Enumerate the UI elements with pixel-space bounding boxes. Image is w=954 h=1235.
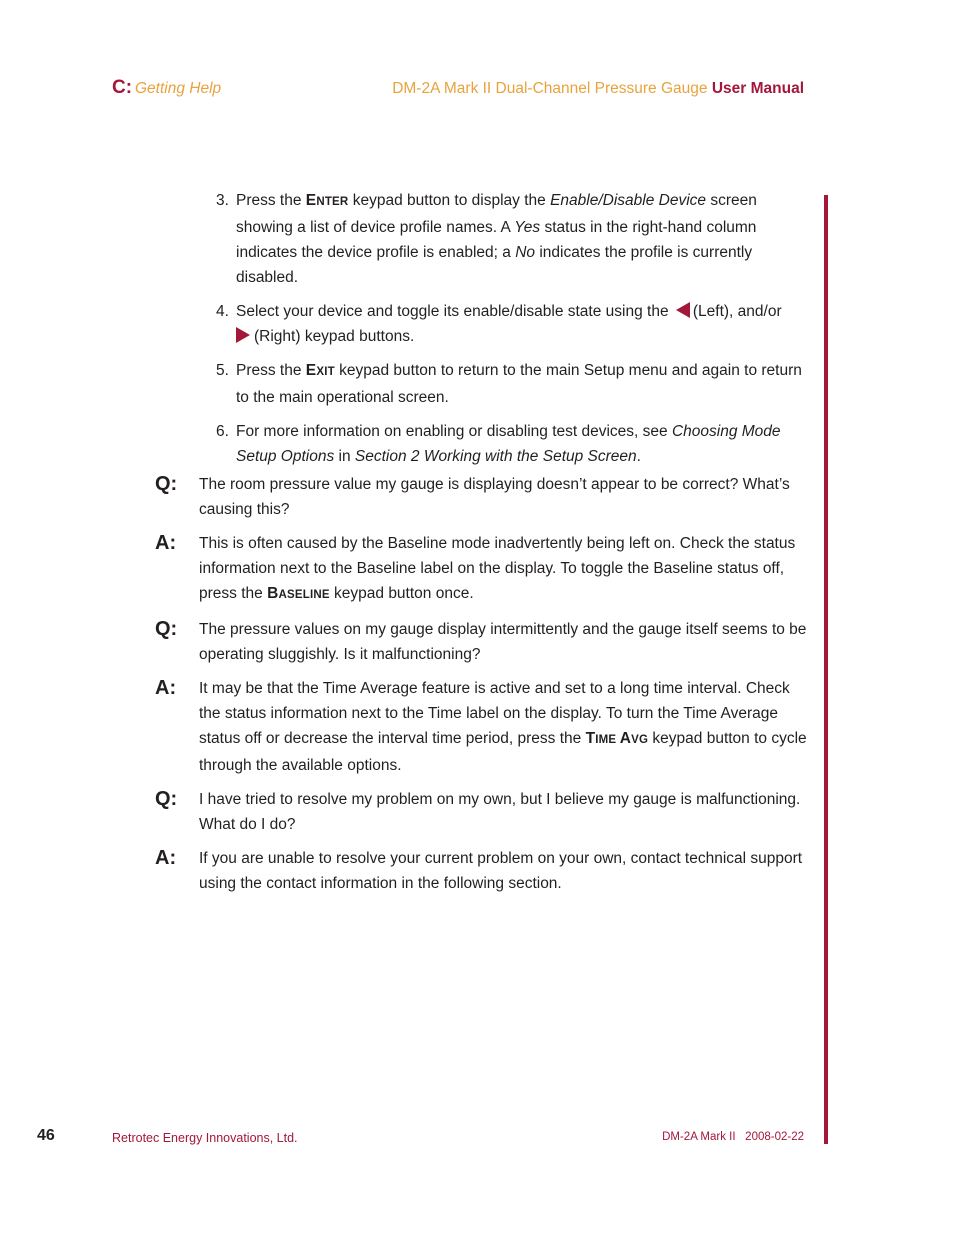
answer-text [199, 531, 810, 608]
step-list [216, 188, 810, 478]
answer [155, 676, 810, 778]
text-run: This is often caused by the Baseline mode inadvertently being left on. Check the status information next to the Baseline label on the display. To toggle the Baseline status off, press the [199, 535, 796, 602]
text-run: screen showing a list of device profile names. A [236, 192, 757, 236]
text-run: keypad button to return to the main Setup menu and again to return to the main operational screen. [236, 362, 802, 406]
manual-label: User Manual [711, 80, 804, 97]
baseline-key-label: BASELINE [267, 585, 330, 602]
answer-label: A: [155, 677, 177, 699]
screen-name: Enable/Disable Device [550, 192, 707, 209]
question-text: The room pressure value my gauge is displaying doesn’t appear to be correct? What’s causing this? [199, 476, 790, 518]
list-item [216, 419, 810, 469]
text-run: For more information on enabling or disabling test devices, see [236, 423, 672, 440]
text-run: (Left), and/or [692, 303, 782, 320]
step-number: 5. [216, 362, 229, 379]
answer-label: A: [155, 847, 177, 869]
exit-key-label: EXIT [305, 362, 335, 379]
no-term: No [515, 244, 536, 261]
step-text [236, 299, 810, 349]
running-header [392, 80, 804, 98]
text-run: keypad button to cycle through the available options. [199, 730, 807, 774]
question [155, 787, 810, 837]
answer-text [199, 676, 810, 778]
footer-date: 2008-02-22 [745, 1131, 804, 1143]
footer-company: Retrotec Energy Innovations, Ltd. [112, 1131, 298, 1145]
list-item [216, 188, 810, 290]
text-run: keypad button once. [329, 585, 474, 602]
text-run: Press the [236, 192, 306, 209]
step-text [236, 358, 810, 410]
text-run: indicates the profile is currently disabled. [236, 244, 753, 286]
time-avg-key-label: TIME AVG [585, 730, 649, 747]
footer-product-date [662, 1131, 804, 1143]
step-text [236, 419, 810, 469]
question [155, 617, 810, 667]
step-text [236, 188, 810, 290]
question [155, 472, 810, 522]
footer-product: DM-2A Mark II [662, 1131, 736, 1143]
text-run: in [334, 448, 355, 465]
text-run: keypad button to display the [348, 192, 551, 209]
question-label: Q: [155, 618, 178, 640]
text-run: Select your device and toggle its enable/disable state using the [236, 303, 673, 320]
list-item [216, 299, 810, 349]
answer-label: A: [155, 532, 177, 554]
text-run: . [636, 448, 641, 465]
text-run: status in the right-hand column indicates the device profile is enabled; a [236, 219, 757, 261]
section-letter: C: [112, 77, 133, 98]
answer [155, 531, 810, 608]
step-number: 4. [216, 303, 229, 320]
question-label: Q: [155, 473, 178, 495]
answer [155, 846, 810, 896]
text-run: It may be that the Time Average feature is active and set to a long time interval. Check the status information next to the Time label on the display. To turn the Time Average status off or decrease the interval time period, press the [199, 680, 790, 747]
faq-list [155, 472, 810, 905]
text-run: Press the [236, 362, 306, 379]
yes-term: Yes [514, 219, 541, 236]
section-title: Getting Help [135, 80, 222, 97]
answer-text: If you are unable to resolve your current problem on your own, contact technical support using the contact information in the following section. [199, 850, 803, 892]
right-triangle-icon [236, 327, 250, 343]
step-number: 3. [216, 192, 229, 209]
enter-key-label: ENTER [305, 192, 349, 209]
step-number: 6. [216, 423, 229, 440]
question-text: I have tried to resolve my problem on my own, but I believe my gauge is malfunctioning. What do I do? [199, 791, 801, 833]
list-item [216, 358, 810, 410]
section-reference: Section 2 Working with the Setup Screen [354, 448, 637, 465]
left-triangle-icon [676, 302, 690, 318]
cross-reference: Choosing Mode Setup Options [236, 423, 781, 465]
margin-rule [824, 195, 828, 1144]
text-run: (Right) keypad buttons. [254, 328, 415, 345]
question-text: The pressure values on my gauge display intermittently and the gauge itself seems to be operating sluggishly. Is it malfunctioning? [199, 621, 807, 663]
product-title: DM-2A Mark II Dual-Channel Pressure Gauge [392, 80, 708, 97]
page-number: 46 [37, 1127, 55, 1144]
question-label: Q: [155, 788, 178, 810]
